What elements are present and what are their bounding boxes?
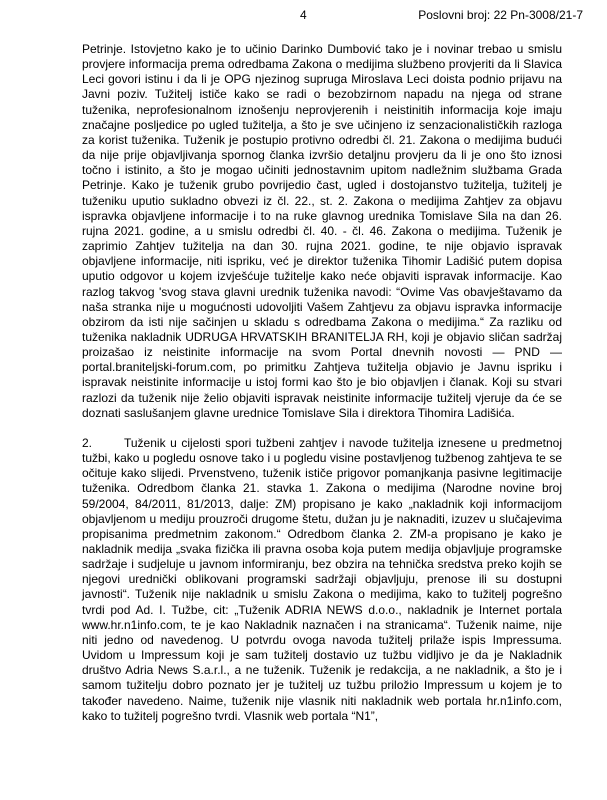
paragraph-continuation — [82, 42, 562, 421]
paragraph-number: 2. — [82, 435, 93, 450]
case-number: Poslovni broj: 22 Pn-3008/21-7 — [418, 8, 583, 22]
page-header — [0, 8, 607, 24]
document-body — [82, 42, 562, 724]
page-number: 4 — [300, 8, 307, 22]
paragraph-2 — [82, 436, 562, 724]
paragraph-text: Tuženik u cijelosti spori tužbeni zahtjev i navode tužitelja iznesene u predmetnoj tužbi, kako u pogledu osnove tako i u pogledu visine postavljenog tužbenog zahtjeva te se očituje kako slijedi. Prvenstveno, tuženik ističe prigovor pomanjkanja pasivne legitimacije tuženika. Odredbom članka 21. stavka 1. Zakona o medijima (Narodne novine broj 59/2004, 84/2011, 81/2013, dalje: ZM) propisano je kako „nakladnik koji informacijom objavljenom u mediju prouzroči drugome štetu, dužan ju je naknaditi, izuzev u slučajevima propisanima predmetnim zakonom.“ Odredbom članka 2. ZM-a propisano je kako je nakladnik medija „svaka fizička ili pravna osoba koja putem medija objavljuje programske sadržaje i sudjeluje u javnom informiranju, bez obzira na tehnička sredstva preko kojih se njegovi urednički oblikovani programski sadržaji objavljuju, prenose ili su dostupni javnosti“. Tuženik nije nakladnik u smislu Zakona o medijima, kako to tužitelj pogrešno tvrdi pod Ad. I. Tužbe, cit: „Tuženik ADRIA NEWS d.o.o., nakladnik je Internet portala www.hr.n1info.com, te je kao Nakladnik naznačen i na stranicama“. Tuženik naime, nije niti jedno od navedenog. U potvrdu ovoga navoda tužitelj prilaže ispis Impressuma. Uvidom u Impressum koji je sam tužitelj dostavio uz tužbu vidljivo je da je Nakladnik društvo Adria News S.a.r.l., a ne tuženik. Tuženik je redakcija, a ne nakladnik, a što je i samom tužitelju dobro poznato jer je tužitelj uz tužbu priložio Impressum u kojem je to također navedeno. Naime, tuženik nije vlasnik niti nakladnik web portala hr.n1info.com, kako to tužitelj pogrešno tvrdi. Vlasnik web portala “N1”, — [82, 435, 562, 723]
paragraph-text: Petrinje. Istovjetno kako je to učinio Darinko Dumbović tako je i novinar trebao u smislu provjere informacija prema odredbama Zakona o medijima službeno provjeriti da li Slavica Leci govori istinu i da li je OPG njezinog supruga Miroslava Leci doista podnio prijavu na Javni poziv. Tužitelj ističe kako se radi o bezobzirnom napadu na njega od strane tuženika, neprofesionalnom iznošenju neprovjerenih i neistinitih informacija koje imaju značajne posljedice po ugled tužitelja, a što je sve učinjeno iz senzacionalističkih razloga za korist tuženika. Tuženik je postupio protivno odredbi čl. 21. Zakona o medijima budući da nije prije objavljivanja spornog članka izvršio detaljnu provjeru da li je ono što iznosi točno i istinito, a što je mogao učiniti jednostavnim upitom nadležnim službama Grada Petrinje. Kako je tuženik grubo povrijedio čast, ugled i dostojanstvo tužitelja, tužitelj je tuženiku uputio sukladno obvezi iz čl. 22., st. 2. Zakona o medijima Zahtjev za objavu ispravka objavljene informacije i to na ruke glavnog urednika Tomislave Sila na dan 26. rujna 2021. godine, a u smislu odredbi čl. 40. - čl. 46. Zakona o medijima. Tuženik je zaprimio Zahtjev tužitelja na dan 30. rujna 2021. godine, te nije objavio ispravak objavljene informacije, niti ispriku, već je direktor tuženika Tihomir Ladišić putem dopisa uputio odgovor u kojem izvješćuje tužitelje kako neće objaviti ispravak informacije. Kao razlog takvog 'svog stava glavni urednik tuženika navodi: “Ovime Vas obavještavamo da naša stranka nije u mogućnosti udovoljiti Vašem Zahtjevu za objavu ispravka informacije obzirom da isti nije sačinjen u skladu s odredbama Zakona o medijima.“ Za razliku od tuženika nakladnik UDRUGA HRVATSKIH BRANITELJA RH, koji je objavio sličan sadržaj proizašao iz neistinite informacije na svom Portal dnevnih novosti — PND — portal.braniteljski-forum.com, po primitku Zahtjeva tužitelja objavio je Javnu ispriku i ispravak neistinite informacije u istoj formi kao što je bio objavljen i članak. Koji su stvari razlozi da tuženik nije želio objaviti ispravak neistinite informacije tužitelj vjeruje da će se doznati saslušanjem glavne urednice Tomislave Sila i direktora Tihomira Ladišića. — [82, 42, 562, 420]
